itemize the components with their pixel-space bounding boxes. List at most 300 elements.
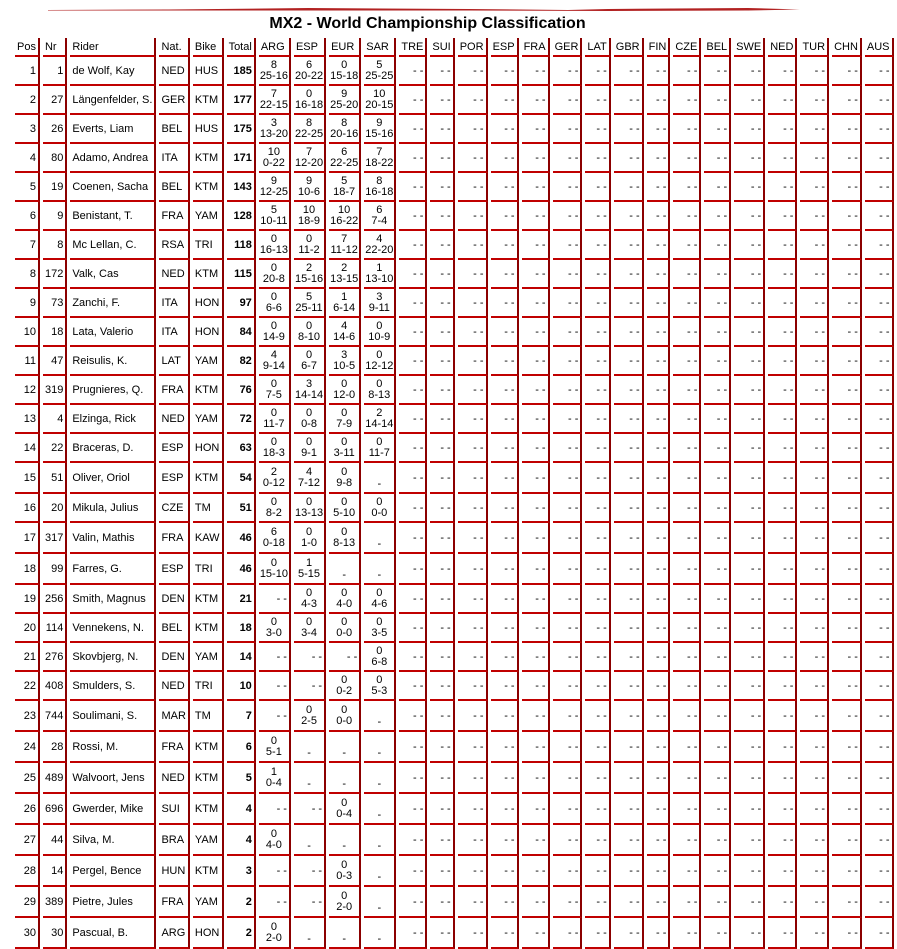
future-round-cell: - - <box>614 173 644 202</box>
number-cell: 489 <box>43 763 67 794</box>
round-result-cell: - <box>329 732 361 763</box>
round-result-cell: - <box>364 887 396 918</box>
round-result-cell: - <box>329 763 361 794</box>
future-round-cell: - - <box>673 434 701 463</box>
number-cell: 80 <box>43 144 67 173</box>
round-points: 2 <box>305 261 313 274</box>
round-result-cell <box>364 57 396 86</box>
future-round-cell: - - <box>832 918 862 949</box>
position-cell: 15 <box>15 463 40 494</box>
round-points: 7 <box>305 145 313 158</box>
future-round-cell: - - <box>647 856 671 887</box>
table-row <box>15 918 894 949</box>
future-round-cell: - - <box>704 260 731 289</box>
future-round-cell: - - <box>832 887 862 918</box>
future-round-cell: - - <box>865 585 894 614</box>
column-header: Total <box>227 38 256 57</box>
future-round-cell: - - <box>430 144 454 173</box>
future-round-cell: - - <box>399 701 427 732</box>
future-round-cell: - - <box>865 318 894 347</box>
heat-positions: 5-15 <box>298 567 321 580</box>
future-round-cell: - - <box>491 585 519 614</box>
future-round-cell: - - <box>458 763 488 794</box>
position-cell: 20 <box>15 614 40 643</box>
future-round-cell: - - <box>673 86 701 115</box>
future-round-cell: - - <box>614 434 644 463</box>
heat-positions: 8-13 <box>333 536 356 549</box>
round-points: 2 <box>376 406 383 419</box>
table-row <box>15 289 894 318</box>
round-points: 0 <box>305 406 313 419</box>
future-round-cell: - - <box>734 918 765 949</box>
number-cell: 47 <box>43 347 67 376</box>
round-result-cell <box>294 405 326 434</box>
future-round-cell: - - <box>768 732 797 763</box>
bike-cell: KAW <box>193 523 224 554</box>
future-round-cell: - - <box>399 856 427 887</box>
future-round-cell: - - <box>399 434 427 463</box>
round-points: 4 <box>270 348 277 361</box>
bike-cell: KTM <box>193 794 224 825</box>
heat-positions: 10-6 <box>298 185 321 198</box>
future-round-cell: - - <box>832 856 862 887</box>
number-cell: 20 <box>43 494 67 523</box>
future-round-cell: - - <box>734 231 765 260</box>
future-round-cell: - - <box>647 585 671 614</box>
future-round-cell: - - <box>491 463 519 494</box>
future-round-cell: - - <box>491 289 519 318</box>
round-result-cell <box>329 231 361 260</box>
round-points: 0 <box>305 495 313 508</box>
future-round-cell: - - <box>458 260 488 289</box>
round-result-cell <box>259 86 291 115</box>
future-round-cell: - - <box>832 463 862 494</box>
total-points-cell: 54 <box>227 463 256 494</box>
round-result-cell: - <box>294 825 326 856</box>
total-points-cell: 115 <box>227 260 256 289</box>
column-header: Rider <box>70 38 156 57</box>
rider-name-cell: Elzinga, Rick <box>70 405 156 434</box>
future-round-cell: - - <box>704 115 731 144</box>
heat-positions: 0-4 <box>265 776 282 789</box>
heat-positions: 12-0 <box>333 388 356 401</box>
future-round-cell: - - <box>399 173 427 202</box>
future-round-cell: - - <box>800 173 829 202</box>
round-points: 2 <box>270 465 277 478</box>
heat-positions: 9-11 <box>368 301 390 314</box>
round-result-cell <box>259 318 291 347</box>
future-round-cell: - - <box>673 614 701 643</box>
future-round-cell: - - <box>553 202 583 231</box>
bike-cell: KTM <box>193 144 224 173</box>
number-cell: 408 <box>43 672 67 701</box>
rider-name-cell: Rossi, M. <box>70 732 156 763</box>
position-cell: 18 <box>15 554 40 585</box>
future-round-cell: - - <box>865 494 894 523</box>
future-round-cell: - - <box>768 86 797 115</box>
future-round-cell: - - <box>673 918 701 949</box>
future-round-cell: - - <box>522 554 550 585</box>
heat-positions: 2-5 <box>301 714 317 727</box>
future-round-cell: - - <box>430 701 454 732</box>
future-round-cell: - - <box>491 231 519 260</box>
future-round-cell: - - <box>399 825 427 856</box>
round-result-cell <box>364 494 396 523</box>
heat-positions: 22-25 <box>294 127 324 140</box>
number-cell: 18 <box>43 318 67 347</box>
future-round-cell: - - <box>647 732 671 763</box>
heat-positions: 1-0 <box>301 536 317 549</box>
future-round-cell: - - <box>704 732 731 763</box>
heat-positions: 3-4 <box>301 626 317 639</box>
round-result-cell <box>294 231 326 260</box>
bike-cell: HUS <box>193 115 224 144</box>
future-round-cell: - - <box>585 289 610 318</box>
future-round-cell: - - <box>430 434 454 463</box>
position-cell: 19 <box>15 585 40 614</box>
rider-name-cell: Smith, Magnus <box>70 585 156 614</box>
future-round-cell: - - <box>734 144 765 173</box>
heat-positions: 12-20 <box>294 156 324 169</box>
round-result-cell <box>329 115 361 144</box>
future-round-cell: - - <box>553 585 583 614</box>
round-result-cell <box>294 289 326 318</box>
future-round-cell: - - <box>553 434 583 463</box>
future-round-cell: - - <box>491 887 519 918</box>
heat-positions: 8-10 <box>298 330 321 343</box>
future-round-cell: - - <box>704 585 731 614</box>
round-points: 4 <box>305 465 313 478</box>
heat-positions: 7-4 <box>371 214 388 227</box>
table-row <box>15 434 894 463</box>
heat-positions: 4-6 <box>371 597 388 610</box>
future-round-cell: - - <box>491 173 519 202</box>
future-round-cell: - - <box>647 115 671 144</box>
round-result-cell <box>329 614 361 643</box>
future-round-cell: - - <box>800 260 829 289</box>
future-round-cell: - - <box>647 260 671 289</box>
future-round-cell: - - <box>522 732 550 763</box>
future-round-cell: - - <box>585 405 610 434</box>
column-header: TUR <box>800 38 829 57</box>
future-round-cell: - - <box>522 672 550 701</box>
position-cell: 8 <box>15 260 40 289</box>
future-round-cell: - - <box>430 318 454 347</box>
heat-positions: 0-8 <box>301 417 317 430</box>
future-round-cell: - - <box>522 794 550 825</box>
future-round-cell: - - <box>832 672 862 701</box>
future-round-cell: - - <box>647 434 671 463</box>
round-result-cell <box>329 405 361 434</box>
future-round-cell: - - <box>430 732 454 763</box>
heat-positions: 0-18 <box>262 536 285 549</box>
future-round-cell: - - <box>647 701 671 732</box>
future-round-cell: - - <box>704 554 731 585</box>
future-round-cell: - - <box>768 173 797 202</box>
rider-name-cell: Everts, Liam <box>70 115 156 144</box>
number-cell: 9 <box>43 202 67 231</box>
future-round-cell: - - <box>430 405 454 434</box>
future-round-cell: - - <box>734 887 765 918</box>
future-round-cell: - - <box>768 347 797 376</box>
future-round-cell: - - <box>734 202 765 231</box>
round-result-cell <box>294 554 326 585</box>
future-round-cell: - - <box>585 231 610 260</box>
column-header: CHN <box>832 38 862 57</box>
future-round-cell: - - <box>522 405 550 434</box>
future-round-cell: - - <box>522 57 550 86</box>
bike-cell: TRI <box>193 554 224 585</box>
round-points: 9 <box>376 116 383 129</box>
future-round-cell: - - <box>704 289 731 318</box>
future-round-cell: - - <box>399 643 427 672</box>
decorative-header-line <box>48 7 800 11</box>
future-round-cell: - - <box>647 554 671 585</box>
future-round-cell: - - <box>585 918 610 949</box>
round-points: 0 <box>270 495 277 508</box>
round-result-cell <box>364 260 396 289</box>
future-round-cell: - - <box>399 376 427 405</box>
round-points: 9 <box>305 174 313 187</box>
nationality-cell: DEN <box>159 585 189 614</box>
future-round-cell: - - <box>491 614 519 643</box>
heat-positions: 9-8 <box>336 476 353 489</box>
future-round-cell: - - <box>768 202 797 231</box>
future-round-cell: - - <box>647 523 671 554</box>
future-round-cell: - - <box>585 347 610 376</box>
bike-cell: HON <box>193 318 224 347</box>
future-round-cell: - - <box>430 887 454 918</box>
future-round-cell: - - <box>458 318 488 347</box>
round-result-cell: - - <box>259 701 291 732</box>
future-round-cell: - - <box>704 405 731 434</box>
column-header: ESP <box>294 38 326 57</box>
table-header-row <box>15 38 894 57</box>
future-round-cell: - - <box>458 86 488 115</box>
future-round-cell: - - <box>614 856 644 887</box>
table-row <box>15 794 894 825</box>
future-round-cell: - - <box>768 260 797 289</box>
future-round-cell: - - <box>865 701 894 732</box>
future-round-cell: - - <box>585 856 610 887</box>
round-result-cell <box>294 202 326 231</box>
heat-positions: 15-18 <box>330 69 359 82</box>
bike-cell: HON <box>193 289 224 318</box>
total-points-cell: 175 <box>227 115 256 144</box>
round-result-cell <box>259 614 291 643</box>
table-row <box>15 763 894 794</box>
future-round-cell: - - <box>673 347 701 376</box>
round-result-cell: - <box>364 918 396 949</box>
heat-positions: 16-13 <box>259 243 288 256</box>
rider-name-cell: Smulders, S. <box>70 672 156 701</box>
future-round-cell: - - <box>865 887 894 918</box>
future-round-cell: - - <box>522 173 550 202</box>
future-round-cell: - - <box>768 405 797 434</box>
future-round-cell: - - <box>553 887 583 918</box>
heat-positions: 5-1 <box>265 745 282 758</box>
total-points-cell: 3 <box>227 856 256 887</box>
rider-name-cell: Coenen, Sacha <box>70 173 156 202</box>
position-cell: 4 <box>15 144 40 173</box>
future-round-cell: - - <box>673 794 701 825</box>
future-round-cell: - - <box>491 732 519 763</box>
future-round-cell: - - <box>553 701 583 732</box>
round-result-cell <box>329 86 361 115</box>
future-round-cell: - - <box>553 115 583 144</box>
future-round-cell: - - <box>673 463 701 494</box>
future-round-cell: - - <box>673 231 701 260</box>
future-round-cell: - - <box>399 144 427 173</box>
round-result-cell <box>294 614 326 643</box>
rider-name-cell: Soulimani, S. <box>70 701 156 732</box>
round-result-cell: - <box>364 701 396 732</box>
future-round-cell: - - <box>614 494 644 523</box>
future-round-cell: - - <box>458 144 488 173</box>
future-round-cell: - - <box>734 585 765 614</box>
nationality-cell: HUN <box>159 856 189 887</box>
future-round-cell: - - <box>800 732 829 763</box>
future-round-cell: - - <box>673 173 701 202</box>
future-round-cell: - - <box>614 643 644 672</box>
future-round-cell: - - <box>800 887 829 918</box>
round-points: 0 <box>341 495 348 508</box>
future-round-cell: - - <box>832 115 862 144</box>
future-round-cell: - - <box>553 494 583 523</box>
round-points: 4 <box>341 319 348 332</box>
round-points: 7 <box>270 87 277 100</box>
future-round-cell: - - <box>491 376 519 405</box>
future-round-cell: - - <box>832 405 862 434</box>
rider-name-cell: Zanchi, F. <box>70 289 156 318</box>
heat-positions: 3-5 <box>371 626 388 639</box>
future-round-cell: - - <box>458 672 488 701</box>
round-result-cell: - <box>364 463 396 494</box>
future-round-cell: - - <box>800 463 829 494</box>
total-points-cell: 97 <box>227 289 256 318</box>
round-result-cell <box>364 376 396 405</box>
future-round-cell: - - <box>614 672 644 701</box>
future-round-cell: - - <box>704 144 731 173</box>
nationality-cell: ESP <box>159 554 189 585</box>
total-points-cell: 128 <box>227 202 256 231</box>
rider-name-cell: Valin, Mathis <box>70 523 156 554</box>
round-result-cell <box>294 144 326 173</box>
round-points: 6 <box>376 203 383 216</box>
round-result-cell: - <box>294 763 326 794</box>
round-points: 0 <box>341 858 348 871</box>
round-points: 0 <box>305 232 313 245</box>
future-round-cell: - - <box>399 585 427 614</box>
total-points-cell: 171 <box>227 144 256 173</box>
table-row <box>15 585 894 614</box>
future-round-cell: - - <box>734 825 765 856</box>
round-points: 0 <box>341 673 348 686</box>
future-round-cell: - - <box>614 585 644 614</box>
future-round-cell: - - <box>865 763 894 794</box>
round-points: 8 <box>376 174 383 187</box>
column-header: Nat. <box>159 38 189 57</box>
round-points: 3 <box>270 116 277 129</box>
nationality-cell: GER <box>159 86 189 115</box>
future-round-cell: - - <box>430 614 454 643</box>
position-cell: 10 <box>15 318 40 347</box>
future-round-cell: - - <box>614 289 644 318</box>
rider-name-cell: Braceras, D. <box>70 434 156 463</box>
total-points-cell: 46 <box>227 554 256 585</box>
future-round-cell: - - <box>430 918 454 949</box>
future-round-cell: - - <box>704 463 731 494</box>
future-round-cell: - - <box>704 856 731 887</box>
future-round-cell: - - <box>800 523 829 554</box>
future-round-cell: - - <box>768 494 797 523</box>
future-round-cell: - - <box>673 643 701 672</box>
future-round-cell: - - <box>673 585 701 614</box>
round-points: 0 <box>341 703 348 716</box>
future-round-cell: - - <box>768 463 797 494</box>
future-round-cell: - - <box>522 231 550 260</box>
heat-positions: 6-7 <box>301 359 317 372</box>
table-row <box>15 115 894 144</box>
round-result-cell <box>364 614 396 643</box>
nationality-cell: NED <box>159 763 189 794</box>
bike-cell: KTM <box>193 173 224 202</box>
future-round-cell: - - <box>865 347 894 376</box>
number-cell: 744 <box>43 701 67 732</box>
future-round-cell: - - <box>865 434 894 463</box>
future-round-cell: - - <box>673 289 701 318</box>
round-points: 0 <box>341 615 348 628</box>
future-round-cell: - - <box>585 887 610 918</box>
future-round-cell: - - <box>491 554 519 585</box>
future-round-cell: - - <box>865 405 894 434</box>
round-points: 1 <box>376 261 383 274</box>
total-points-cell: 82 <box>227 347 256 376</box>
heat-positions: 14-14 <box>294 388 324 401</box>
future-round-cell: - - <box>865 614 894 643</box>
future-round-cell: - - <box>491 494 519 523</box>
future-round-cell: - - <box>522 463 550 494</box>
future-round-cell: - - <box>704 202 731 231</box>
future-round-cell: - - <box>614 918 644 949</box>
future-round-cell: - - <box>399 260 427 289</box>
round-result-cell <box>364 585 396 614</box>
round-points: 0 <box>270 734 277 747</box>
future-round-cell: - - <box>491 318 519 347</box>
round-result-cell <box>364 347 396 376</box>
rider-name-cell: Walvoort, Jens <box>70 763 156 794</box>
heat-positions: 13-10 <box>365 272 394 285</box>
future-round-cell: - - <box>704 825 731 856</box>
round-points: 6 <box>341 145 348 158</box>
heat-positions: 20-15 <box>365 98 394 111</box>
future-round-cell: - - <box>647 173 671 202</box>
future-round-cell: - - <box>832 523 862 554</box>
round-result-cell <box>259 732 291 763</box>
future-round-cell: - - <box>832 732 862 763</box>
round-result-cell <box>364 173 396 202</box>
round-result-cell <box>329 57 361 86</box>
column-header: FIN <box>647 38 671 57</box>
position-cell: 2 <box>15 86 40 115</box>
number-cell: 114 <box>43 614 67 643</box>
round-result-cell: - <box>329 918 361 949</box>
round-result-cell <box>259 763 291 794</box>
column-header: SUI <box>430 38 454 57</box>
position-cell: 30 <box>15 918 40 949</box>
future-round-cell: - - <box>430 856 454 887</box>
heat-positions: 20-16 <box>330 127 359 140</box>
